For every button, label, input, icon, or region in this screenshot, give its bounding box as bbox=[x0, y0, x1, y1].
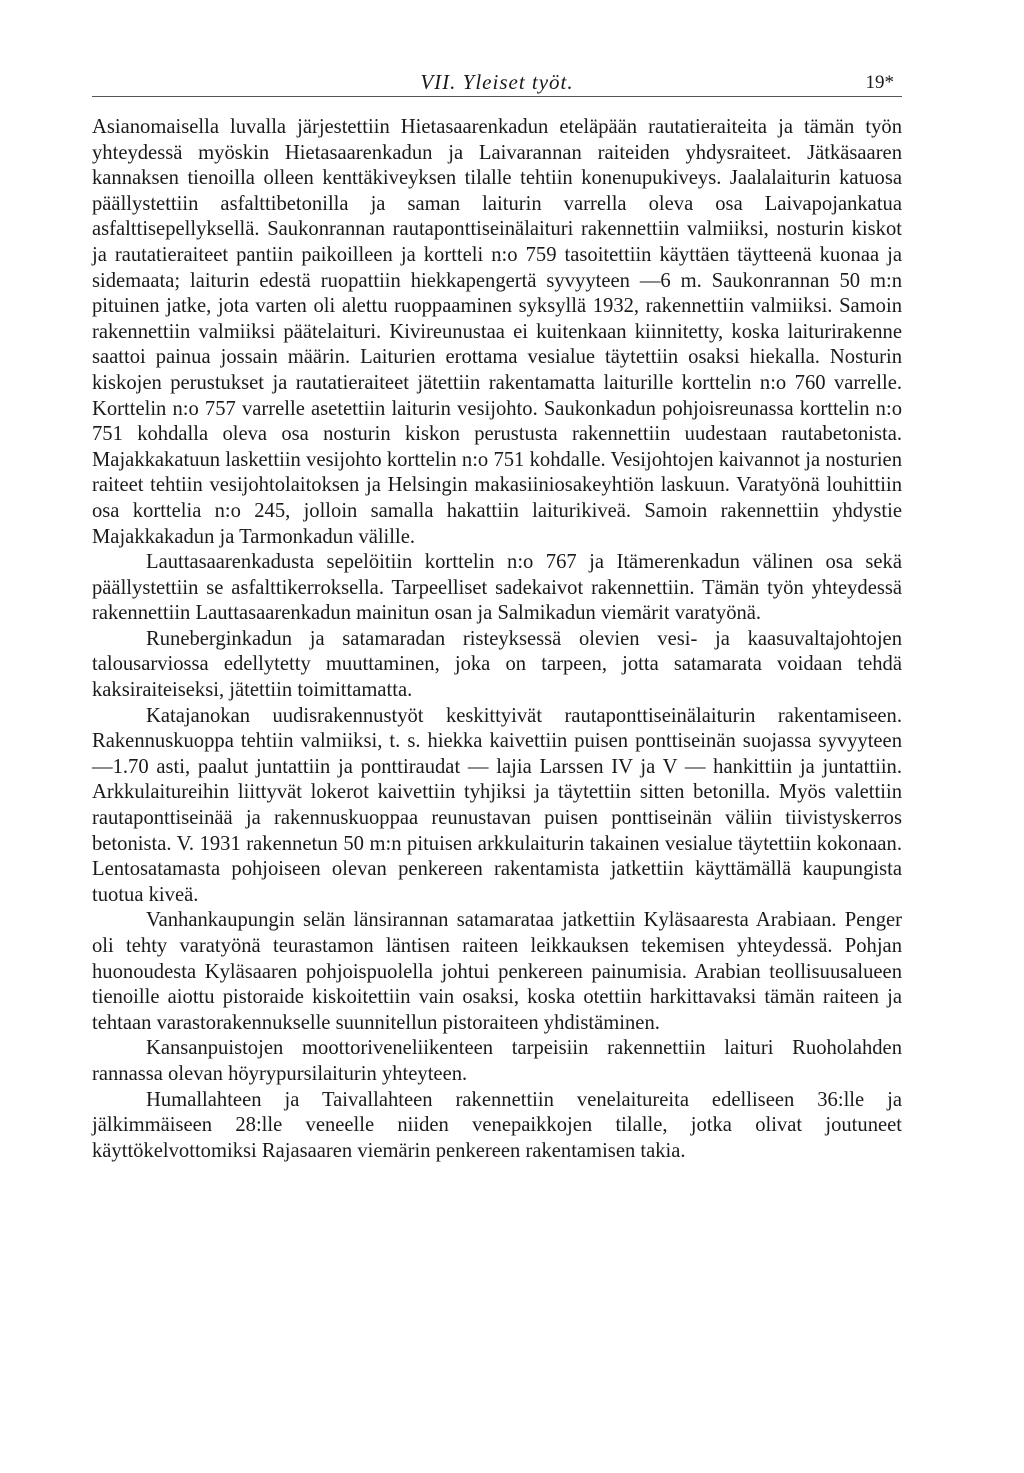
body-text bbox=[92, 115, 902, 1164]
running-header bbox=[92, 64, 902, 97]
document-page bbox=[92, 64, 902, 1164]
paragraph: Lauttasaarenkadusta sepelöitiin korttelin n:o 767 ja Itämerenkadun välinen osa sekä päällystettiin se asfalttikerroksella. Tarpeelliset sadekaivot rakennettiin. Tämän työn yhteydessä rakennettiin Lauttasaarenkadun mainitun osan ja Salmikadun viemärit varatyönä. bbox=[92, 551, 902, 625]
paragraph: Asianomaisella luvalla järjestettiin Hietasaarenkadun eteläpään rautatieraiteita ja tämän työn yhteydessä myöskin Hietasaarenkadun ja Laivarannan raiteiden yhdysraiteet. Jätkäsaaren kannaksen tienoilla olleen kenttäkiveyksen tilalle tehtiin konenupukiveys. Jaalalaiturin katuosa päällystettiin asfalttibetonilla ja saman laiturin varrella oleva osa Laivapojankatua asfalttisepellyksellä. Saukonrannan rautaponttiseinälaituri rakennettiin valmiiksi, nosturin kiskot ja rautatieraiteet pantiin paikoilleen ja kortteli n:o 759 tasoitettiin käyttäen täytteenä kuonaa ja sidemaata; laiturin edestä ruopattiin hiekkapengertä syvyyteen —6 m. Saukonrannan 50 m:n pituinen jatke, jota varten oli alettu ruoppaaminen syksyllä 1932, rakennettiin valmiiksi. Samoin rakennettiin valmiiksi päätelaituri. Kivireunustaa ei kuitenkaan kiinnitetty, koska laiturirakenne saattoi painua jossain määrin. Laiturien erottama vesialue täytettiin osaksi hiekalla. Nosturin kiskojen perustukset ja rautatieraiteet jätettiin rakentamatta laiturille korttelin n:o 760 varrelle. Korttelin n:o 757 varrelle asetettiin laiturin vesijohto. Saukonkadun pohjoisreunassa korttelin n:o 751 kohdalla oleva osa nosturin kiskon perustusta rakennettiin uudestaan rautabetonista. Majakkakatuun laskettiin vesijohto korttelin n:o 751 kohdalle. Vesijohtojen kaivannot ja nosturien raiteet tehtiin vesijohtolaitoksen ja Helsingin makasiiniosakeyhtiön laskuun. Varatyönä louhittiin osa korttelia n:o 245, jolloin samalla hakattiin laiturikiveä. Samoin rakennettiin yhdystie Majakkakadun ja Tarmonkadun välille. bbox=[92, 116, 902, 548]
chapter-title: VII. Yleiset työt. bbox=[420, 70, 574, 94]
paragraph: Runeberginkadun ja satamaradan risteyksessä olevien vesi- ja kaasuvaltajohtojen talousarviossa edellytetty muuttaminen, joka on tarpeen, jotta satamarata voidaan tehdä kaksiraiteiseksi, jätettiin toimittamatta. bbox=[92, 627, 902, 702]
paragraph: Vanhankaupungin selän länsirannan satamarataa jatkettiin Kyläsaaresta Arabiaan. Penger oli tehty varatyönä teurastamon läntisen raiteen leikkauksen tekemisen yhteydessä. Pohjan huonoudesta Kyläsaaren pohjoispuolella johtui penkereen painumisia. Arabian teollisuusalueen tienoille aiottu pistoraide kiskoitettiin vain osaksi, koska otettiin harkittavaksi tämän raiteen ja tehtaan varastorakennukselle suunnitellun pistoraiteen yhdistäminen. bbox=[92, 909, 902, 1034]
paragraph: Katajanokan uudisrakennustyöt keskittyivät rautaponttiseinälaiturin rakentamiseen. Rakennuskuoppa tehtiin valmiiksi, t. s. hiekka kaivettiin puisen ponttiseinän suojassa syvyyteen —1.70 asti, paalut juntattiin ja ponttiraudat — lajia Larssen IV ja V — hankittiin ja juntattiin. Arkkulaitureihin liittyvät lokerot kaivettiin tyhjiksi ja täytettiin sitten betonilla. Myös valettiin rautaponttiseinää ja rakennuskuoppaa reunustavan puisen ponttiseinän väliin tiivistyskerros betonista. V. 1931 rakennetun 50 m:n pituisen arkkulaiturin takainen vesialue täytettiin kokonaan. Lentosatamasta pohjoiseen olevan penkereen rakentamista jatkettiin käyttämällä kaupungista tuotua kiveä. bbox=[92, 704, 902, 906]
paragraph: Humallahteen ja Taivallahteen rakennettiin venelaitureita edelliseen 36:lle ja jälkimmäiseen 28:lle veneelle niiden venepaikkojen tilalle, jotka olivat joutuneet käyttökelvottomiksi Rajasaaren viemärin penkereen rakentamisen takia. bbox=[92, 1088, 902, 1162]
page-number: 19* bbox=[865, 72, 894, 93]
paragraph: Kansanpuistojen moottoriveneliikenteen tarpeisiin rakennettiin laituri Ruoholahden rannassa olevan höyrypursilaiturin yhteyteen. bbox=[92, 1037, 902, 1085]
